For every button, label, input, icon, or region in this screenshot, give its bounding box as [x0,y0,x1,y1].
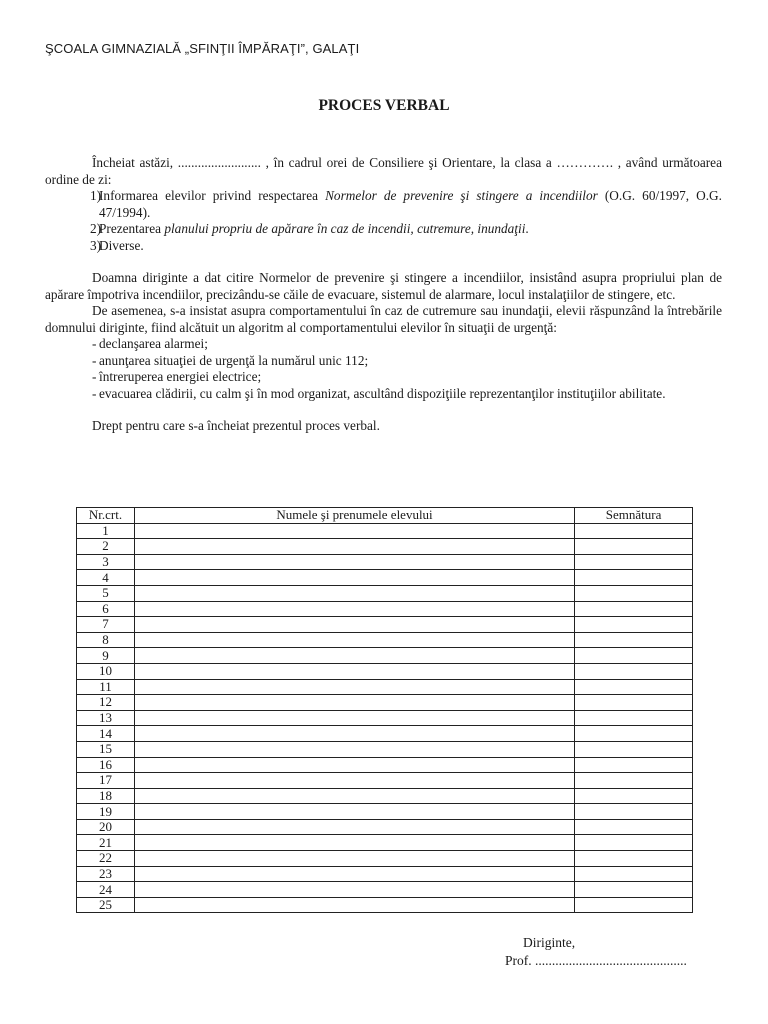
dash-marker: - [92,352,97,368]
table-row [77,523,693,539]
student-name-cell[interactable] [134,539,574,555]
student-name-cell[interactable] [134,835,574,851]
signature-cell[interactable] [575,773,693,789]
signature-cell[interactable] [575,523,693,539]
table-row [77,804,693,820]
student-name-cell[interactable] [134,601,574,617]
table-row [77,866,693,882]
row-number-cell: 25 [77,897,135,913]
row-number-cell: 7 [77,617,135,633]
student-name-cell[interactable] [134,851,574,867]
table-row [77,570,693,586]
row-number-cell: 2 [77,539,135,555]
signature-cell[interactable] [575,741,693,757]
agenda-item-number: 2) [90,221,102,236]
student-name-cell[interactable] [134,757,574,773]
column-header-signature: Semnătura [575,508,693,524]
dash-marker: - [92,336,97,351]
agenda-item-emphasis: Normelor de prevenire şi stingere a incendiilor [325,188,598,203]
table-row [77,601,693,617]
student-name-cell[interactable] [134,819,574,835]
signature-cell[interactable] [575,695,693,711]
signature-block [505,934,687,970]
student-name-cell[interactable] [134,554,574,570]
signature-cell[interactable] [575,804,693,820]
agenda-item-text: Diverse. [99,237,144,253]
student-name-cell[interactable] [134,741,574,757]
row-number-cell: 6 [77,601,135,617]
dash-marker: - [92,369,97,384]
row-number-cell: 1 [77,523,135,539]
student-name-cell[interactable] [134,695,574,711]
signature-cell[interactable] [575,539,693,555]
row-number-cell: 20 [77,819,135,835]
signature-cell[interactable] [575,710,693,726]
table-row [77,554,693,570]
table-row [77,695,693,711]
agenda-item [45,238,722,255]
column-header-number: Nr.crt. [77,508,135,524]
row-number-cell: 13 [77,710,135,726]
signature-cell[interactable] [575,601,693,617]
school-header: ŞCOALA GIMNAZIALĂ „SFINŢII ÎMPĂRAŢI”, GALAŢI [45,41,360,56]
table-row [77,882,693,898]
row-number-cell: 15 [77,741,135,757]
row-number-cell: 17 [77,773,135,789]
signature-prof-line: Prof. ............................................. [505,953,687,968]
student-name-cell[interactable] [134,663,574,679]
table-row [77,663,693,679]
signature-cell[interactable] [575,788,693,804]
row-number-cell: 11 [77,679,135,695]
table-row [77,539,693,555]
student-name-cell[interactable] [134,866,574,882]
row-number-cell: 19 [77,804,135,820]
list-item-text: întreruperea energiei electrice; [99,369,262,384]
table-row [77,757,693,773]
row-number-cell: 14 [77,726,135,742]
agenda-list [45,188,722,254]
table-header-row [77,508,693,524]
agenda-item-suffix: . [525,221,529,236]
agenda-item-suffix: (O.G. 60/1997, O.G. 47/1994). [99,188,722,220]
student-name-cell[interactable] [134,679,574,695]
table-row [77,648,693,664]
row-number-cell: 4 [77,570,135,586]
signature-cell[interactable] [575,585,693,601]
row-number-cell: 5 [77,585,135,601]
signature-cell[interactable] [575,851,693,867]
agenda-item-text: Prezentarea [99,221,165,236]
signature-role: Diriginte, [523,935,576,950]
row-number-cell: 18 [77,788,135,804]
student-name-cell[interactable] [134,632,574,648]
table-row [77,788,693,804]
student-name-cell[interactable] [134,570,574,586]
student-name-cell[interactable] [134,897,574,913]
list-item-text: evacuarea clădirii, cu calm şi în mod organizat, ascultând dispoziţiile reprezentanţilor instituţiilor abilitate. [99,385,666,401]
list-item [45,369,722,386]
emergency-steps-list [45,336,722,402]
agenda-item [45,221,722,238]
student-name-cell[interactable] [134,882,574,898]
row-number-cell: 3 [77,554,135,570]
list-item-text: declanşarea alarmei; [99,336,208,351]
signature-cell[interactable] [575,617,693,633]
row-number-cell: 23 [77,866,135,882]
paragraph-emergency: De asemenea, s-a insistat asupra comportamentului în caz de cutremure sau inundaţii, elevii răspunzând la întrebările domnului diriginte, fiind alcătuit un algoritm al comportamentului elevilor în situaţii de urgenţă: [45,303,722,335]
student-name-cell[interactable] [134,523,574,539]
signature-cell[interactable] [575,819,693,835]
table-row [77,632,693,648]
agenda-item [45,188,722,221]
table-row [77,897,693,913]
agenda-item-number: 3) [90,237,102,253]
row-number-cell: 16 [77,757,135,773]
row-number-cell: 24 [77,882,135,898]
table-row [77,710,693,726]
list-item [45,336,722,353]
signature-cell[interactable] [575,679,693,695]
agenda-item-emphasis: planului propriu de apărare în caz de incendii, cutremure, inundaţii [164,221,526,236]
list-item-text: anunţarea situaţiei de urgenţă la numărul unic 112; [99,352,369,368]
signature-cell[interactable] [575,835,693,851]
table-row [77,851,693,867]
column-header-name: Numele şi prenumele elevului [134,508,574,524]
attendance-table [76,507,693,913]
signature-cell[interactable] [575,632,693,648]
student-name-cell[interactable] [134,648,574,664]
table-row [77,726,693,742]
row-number-cell: 21 [77,835,135,851]
student-name-cell[interactable] [134,710,574,726]
student-name-cell[interactable] [134,617,574,633]
student-name-cell[interactable] [134,585,574,601]
signature-cell[interactable] [575,554,693,570]
table-row [77,585,693,601]
signature-cell[interactable] [575,866,693,882]
dash-marker: - [92,385,97,401]
table-row [77,617,693,633]
signature-cell[interactable] [575,757,693,773]
row-number-cell: 10 [77,663,135,679]
table-row [77,773,693,789]
intro-paragraph: Încheiat astăzi, ......................... , în cadrul orei de Consiliere şi Orientare, la clasa a …………. , având următoarea ordine de zi: [45,155,722,187]
closing-paragraph: Drept pentru care s-a încheiat prezentul proces verbal. [92,418,380,433]
student-name-cell[interactable] [134,788,574,804]
row-number-cell: 22 [77,851,135,867]
list-item [45,353,722,370]
document-title: PROCES VERBAL [318,97,450,114]
row-number-cell: 9 [77,648,135,664]
signature-cell[interactable] [575,570,693,586]
table-row [77,741,693,757]
document-body [45,155,722,435]
signature-cell[interactable] [575,663,693,679]
signature-cell[interactable] [575,648,693,664]
student-name-cell[interactable] [134,726,574,742]
student-name-cell[interactable] [134,804,574,820]
signature-cell[interactable] [575,882,693,898]
agenda-item-text: Informarea elevilor privind respectarea [99,188,326,203]
signature-cell[interactable] [575,726,693,742]
student-name-cell[interactable] [134,773,574,789]
table-row [77,679,693,695]
signature-cell[interactable] [575,897,693,913]
table-row [77,819,693,835]
row-number-cell: 12 [77,695,135,711]
row-number-cell: 8 [77,632,135,648]
agenda-item-number: 1) [90,188,102,203]
list-item [45,386,722,403]
paragraph-fire-norms: Doamna diriginte a dat citire Normelor de prevenire şi stingere a incendiilor, insistând asupra propriului plan de apărare împotriva incendiilor, precizându-se căile de evacuare, sistemul de alarmare, locul instalaţiilor de stingere, etc. [45,270,722,302]
table-row [77,835,693,851]
